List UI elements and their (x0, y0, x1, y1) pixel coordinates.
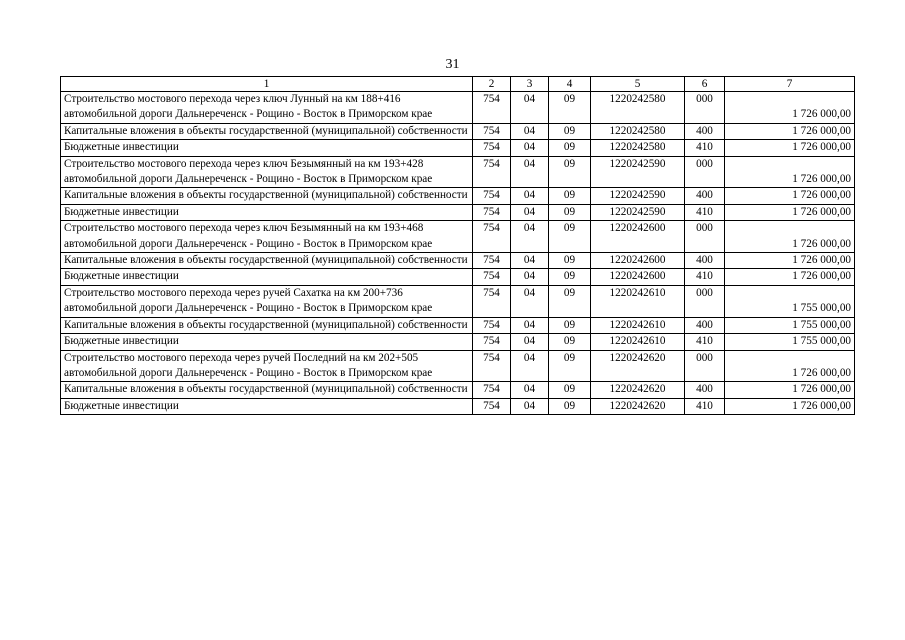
row-name-cell: Строительство мостового перехода через ручей Сахатка на км 200+736 автомобильной дороги Дальнереченск - Рощино - Восток в Приморском крае (61, 285, 473, 317)
column-header-4: 4 (549, 77, 591, 92)
row-name-cell: Бюджетные инвестиции (61, 204, 473, 220)
table-row (61, 140, 855, 156)
row-name-cell: Строительство мостового перехода через ручей Последний на км 202+505 автомобильной дороги Дальнереченск - Рощино - Восток в Приморском крае (61, 350, 473, 382)
amount-cell: 1 726 000,00 (725, 123, 855, 139)
table-row (61, 253, 855, 269)
ministry-code-cell: 754 (473, 123, 511, 139)
section-code-cell: 04 (511, 204, 549, 220)
subsection-code-cell: 09 (549, 92, 591, 124)
target-article-cell: 1220242600 (591, 221, 685, 253)
expense-type-cell: 400 (685, 123, 725, 139)
amount-cell: 1 726 000,00 (725, 204, 855, 220)
target-article-cell: 1220242580 (591, 140, 685, 156)
row-name-cell: Бюджетные инвестиции (61, 398, 473, 414)
row-name-cell: Строительство мостового перехода через ключ Безымянный на км 193+468 автомобильной дороги Дальнереченск - Рощино - Восток в Приморском крае (61, 221, 473, 253)
ministry-code-cell: 754 (473, 285, 511, 317)
section-code-cell: 04 (511, 253, 549, 269)
target-article-cell: 1220242590 (591, 204, 685, 220)
expense-type-cell: 410 (685, 204, 725, 220)
ministry-code-cell: 754 (473, 269, 511, 285)
table-row (61, 334, 855, 350)
column-header-2: 2 (473, 77, 511, 92)
target-article-cell: 1220242580 (591, 92, 685, 124)
expense-type-cell: 000 (685, 156, 725, 188)
row-name-cell: Капитальные вложения в объекты государственной (муниципальной) собственности (61, 188, 473, 204)
amount-cell: 1 755 000,00 (725, 334, 855, 350)
subsection-code-cell: 09 (549, 140, 591, 156)
expense-type-cell: 400 (685, 188, 725, 204)
row-name-cell: Капитальные вложения в объекты государственной (муниципальной) собственности (61, 253, 473, 269)
table-row (61, 188, 855, 204)
target-article-cell: 1220242610 (591, 317, 685, 333)
target-article-cell: 1220242620 (591, 350, 685, 382)
amount-cell: 1 726 000,00 (725, 253, 855, 269)
subsection-code-cell: 09 (549, 204, 591, 220)
row-name-cell: Бюджетные инвестиции (61, 269, 473, 285)
section-code-cell: 04 (511, 123, 549, 139)
expense-type-cell: 000 (685, 285, 725, 317)
expense-type-cell: 400 (685, 253, 725, 269)
target-article-cell: 1220242580 (591, 123, 685, 139)
section-code-cell: 04 (511, 382, 549, 398)
section-code-cell: 04 (511, 317, 549, 333)
expense-type-cell: 000 (685, 221, 725, 253)
target-article-cell: 1220242600 (591, 253, 685, 269)
column-number-row (61, 77, 855, 92)
subsection-code-cell: 09 (549, 123, 591, 139)
column-header-5: 5 (591, 77, 685, 92)
amount-cell: 1 726 000,00 (725, 92, 855, 124)
row-name-cell: Бюджетные инвестиции (61, 140, 473, 156)
expense-type-cell: 410 (685, 269, 725, 285)
expense-type-cell: 410 (685, 140, 725, 156)
table-row (61, 92, 855, 124)
table-row (61, 204, 855, 220)
target-article-cell: 1220242590 (591, 156, 685, 188)
row-name-cell: Капитальные вложения в объекты государственной (муниципальной) собственности (61, 382, 473, 398)
amount-cell: 1 726 000,00 (725, 140, 855, 156)
row-name-cell: Бюджетные инвестиции (61, 334, 473, 350)
ministry-code-cell: 754 (473, 92, 511, 124)
column-header-6: 6 (685, 77, 725, 92)
ministry-code-cell: 754 (473, 156, 511, 188)
expense-type-cell: 400 (685, 382, 725, 398)
ministry-code-cell: 754 (473, 350, 511, 382)
section-code-cell: 04 (511, 334, 549, 350)
page-number: 31 (445, 57, 460, 72)
expense-type-cell: 000 (685, 92, 725, 124)
amount-cell: 1 726 000,00 (725, 221, 855, 253)
subsection-code-cell: 09 (549, 350, 591, 382)
row-name-cell: Строительство мостового перехода через ключ Лунный на км 188+416 автомобильной дороги Дальнереченск - Рощино - Восток в Приморском крае (61, 92, 473, 124)
ministry-code-cell: 754 (473, 398, 511, 414)
subsection-code-cell: 09 (549, 269, 591, 285)
expense-type-cell: 410 (685, 398, 725, 414)
section-code-cell: 04 (511, 350, 549, 382)
target-article-cell: 1220242610 (591, 285, 685, 317)
section-code-cell: 04 (511, 269, 549, 285)
column-header-7: 7 (725, 77, 855, 92)
target-article-cell: 1220242590 (591, 188, 685, 204)
subsection-code-cell: 09 (549, 156, 591, 188)
budget-table (60, 76, 855, 415)
target-article-cell: 1220242620 (591, 398, 685, 414)
ministry-code-cell: 754 (473, 317, 511, 333)
table-row (61, 350, 855, 382)
expense-type-cell: 410 (685, 334, 725, 350)
amount-cell: 1 726 000,00 (725, 188, 855, 204)
row-name-cell: Капитальные вложения в объекты государственной (муниципальной) собственности (61, 317, 473, 333)
target-article-cell: 1220242620 (591, 382, 685, 398)
expense-type-cell: 400 (685, 317, 725, 333)
table-row (61, 285, 855, 317)
table-row (61, 221, 855, 253)
section-code-cell: 04 (511, 140, 549, 156)
ministry-code-cell: 754 (473, 221, 511, 253)
section-code-cell: 04 (511, 188, 549, 204)
ministry-code-cell: 754 (473, 382, 511, 398)
section-code-cell: 04 (511, 156, 549, 188)
column-header-1: 1 (61, 77, 473, 92)
ministry-code-cell: 754 (473, 334, 511, 350)
expense-type-cell: 000 (685, 350, 725, 382)
table-row (61, 156, 855, 188)
amount-cell: 1 726 000,00 (725, 269, 855, 285)
table-row (61, 382, 855, 398)
target-article-cell: 1220242610 (591, 334, 685, 350)
amount-cell: 1 726 000,00 (725, 350, 855, 382)
amount-cell: 1 726 000,00 (725, 382, 855, 398)
subsection-code-cell: 09 (549, 382, 591, 398)
subsection-code-cell: 09 (549, 398, 591, 414)
subsection-code-cell: 09 (549, 317, 591, 333)
table-row (61, 123, 855, 139)
amount-cell: 1 755 000,00 (725, 285, 855, 317)
amount-cell: 1 755 000,00 (725, 317, 855, 333)
section-code-cell: 04 (511, 285, 549, 317)
table-row (61, 317, 855, 333)
amount-cell: 1 726 000,00 (725, 156, 855, 188)
row-name-cell: Строительство мостового перехода через ключ Безымянный на км 193+428 автомобильной дороги Дальнереченск - Рощино - Восток в Приморском крае (61, 156, 473, 188)
section-code-cell: 04 (511, 221, 549, 253)
ministry-code-cell: 754 (473, 204, 511, 220)
column-header-3: 3 (511, 77, 549, 92)
section-code-cell: 04 (511, 92, 549, 124)
ministry-code-cell: 754 (473, 140, 511, 156)
ministry-code-cell: 754 (473, 188, 511, 204)
table-row (61, 269, 855, 285)
subsection-code-cell: 09 (549, 188, 591, 204)
subsection-code-cell: 09 (549, 285, 591, 317)
subsection-code-cell: 09 (549, 253, 591, 269)
target-article-cell: 1220242600 (591, 269, 685, 285)
row-name-cell: Капитальные вложения в объекты государственной (муниципальной) собственности (61, 123, 473, 139)
table-row (61, 398, 855, 414)
ministry-code-cell: 754 (473, 253, 511, 269)
subsection-code-cell: 09 (549, 221, 591, 253)
subsection-code-cell: 09 (549, 334, 591, 350)
amount-cell: 1 726 000,00 (725, 398, 855, 414)
section-code-cell: 04 (511, 398, 549, 414)
